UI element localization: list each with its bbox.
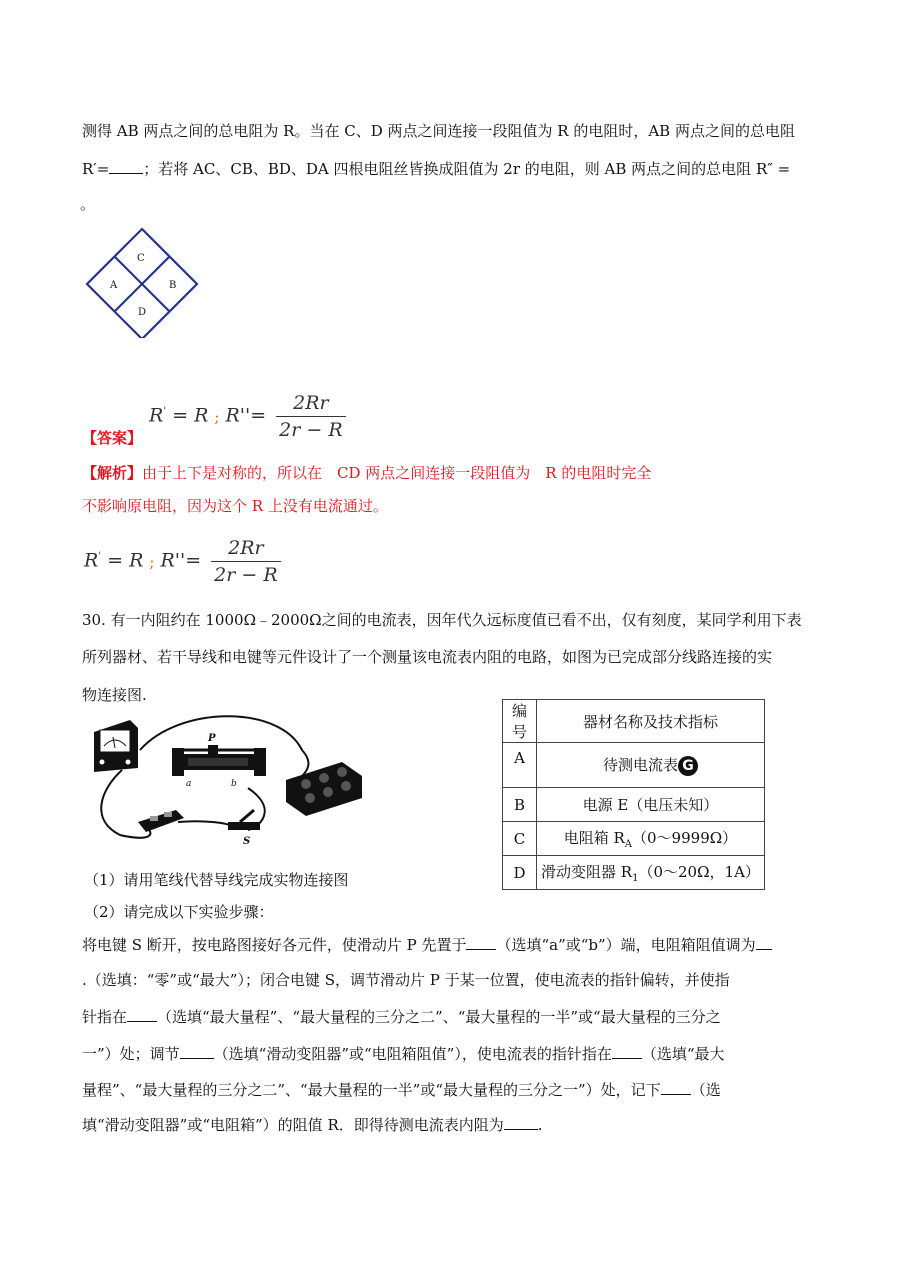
formula-rhs1: = R [172, 404, 209, 427]
node-label-c: C [137, 253, 145, 264]
formula2-lhs1: R [84, 549, 99, 572]
table-row [503, 743, 765, 788]
row-b-name: 电源 E（电压未知） [537, 788, 765, 822]
formula2-lhs2: R''= [160, 549, 202, 572]
step-1: （1）请用笔线代替导线完成实物连接图 [84, 871, 349, 889]
q30-line-1: 30. 有一内阻约在 1000Ω﹣2000Ω之间的电流表，因年代久远标度值已看不出，仅有刻度，某同学利用下表 [82, 611, 802, 629]
answer-blank-6 [612, 1044, 642, 1059]
formula-lhs2: R''= [225, 404, 267, 427]
r-prime-label: R′= [82, 160, 110, 178]
para-line-6 [82, 1115, 543, 1135]
formula2-fraction [211, 537, 280, 586]
para-line-4 [82, 1044, 725, 1064]
para-line-5-a: 量程”、“最大量程的三分之二”、“最大量程的一半”或“最大量程的三分之一”）处，记下 [82, 1081, 661, 1099]
text-line-1: 测得 AB 两点之间的总电阻为 R。当在 C、D 两点之间连接一段阻值为 R 的电阻时，AB 两点之间的总电阻 [82, 122, 795, 140]
formula2-prime1: ' [98, 551, 102, 563]
text-line-3: 。 [80, 195, 96, 213]
q30-line-2: 所列器材、若干导线和电键等元件设计了一个测量该电流表内阻的电路，如图为已完成部分线路连接的实 [82, 648, 773, 666]
node-label-b: B [169, 280, 177, 291]
para-line-1-a: 将电键 S 断开，按电路图接好各元件，使滑动片 P 先置于 [82, 936, 467, 954]
formula2-sep: ; [149, 552, 155, 571]
formula-fraction [276, 392, 345, 441]
equipment-table [502, 699, 765, 890]
row-a-name [537, 743, 765, 788]
galvanometer-icon: G [678, 756, 698, 776]
analysis-text-1: 由于上下是对称的，所以在 CD 两点之间连接一段阻值为 R 的电阻时完全 [142, 464, 652, 482]
formula-sep: ; [214, 407, 220, 426]
para-line-3 [82, 1007, 721, 1027]
row-d-id: D [503, 856, 537, 890]
circuit-figure [80, 710, 365, 850]
answer-blank-8 [504, 1115, 538, 1130]
table-row [503, 788, 765, 822]
label-p: P [208, 733, 216, 744]
step-2: （2）请完成以下实验步骤： [84, 903, 274, 921]
header-id: 编号 [503, 700, 537, 743]
formula-den: 2r − R [279, 419, 343, 441]
formula-analysis [84, 537, 281, 586]
label-s: S [243, 836, 251, 847]
para-line-4-b: （选填“滑动变阻器”或“电阻箱阻值”），使电流表的指针指在 [213, 1045, 612, 1063]
formula-prime1: ' [163, 406, 167, 418]
answer-label: 【答案】 [82, 429, 143, 447]
answer-blank-3 [756, 935, 772, 950]
q30-line-3: 物连接图. [82, 686, 147, 704]
table-row [503, 856, 765, 890]
para-line-1 [82, 935, 772, 955]
answer-blank-4 [127, 1007, 157, 1022]
table-row [503, 822, 765, 856]
formula2-den: 2r − R [214, 564, 278, 586]
label-b: b [231, 779, 237, 789]
answer-blank-7 [661, 1080, 691, 1095]
formula-answer [149, 392, 346, 441]
row-b-id: B [503, 788, 537, 822]
text-line-2 [82, 159, 790, 179]
para-line-4-c: （选填“最大 [641, 1045, 725, 1063]
answer-blank-1 [109, 159, 143, 174]
para-line-3-b: （选填“最大量程”、“最大量程的三分之二”、“最大量程的一半”或“最大量程的三分之 [157, 1008, 721, 1026]
table-header-row [503, 700, 765, 743]
answer-blank-2 [466, 935, 496, 950]
slide-rheostat [172, 733, 266, 789]
analysis-label: 【解析】 [82, 464, 143, 482]
row-a-text: 待测电流表 [602, 756, 678, 774]
node-label-d: D [138, 307, 147, 318]
para-line-5 [82, 1080, 721, 1100]
formula2-num: 2Rr [211, 537, 280, 562]
text-line-2-rest: ；若将 AC、CB、BD、DA 四根电阻丝皆换成阻值为 2r 的电阻，则 AB 两点之间的总电阻 R″ = [143, 160, 791, 178]
diamond-grid-diagram [84, 226, 200, 338]
para-line-4-a: 一”）处；调节 [82, 1045, 180, 1063]
para-line-5-b: （选 [690, 1081, 721, 1099]
row-d-name: 滑动变阻器 $R_1(0\sim 20\Omega$，1A） [537, 856, 765, 890]
row-c-id: C [503, 822, 537, 856]
formula-lhs1: R [149, 404, 164, 427]
para-line-2: .（选填：“零”或“最大”）；闭合电键 S，调节滑动片 P 于某一位置，使电流表的指针偏转，并使指 [82, 971, 730, 989]
formula2-rhs1: = R [107, 549, 144, 572]
galvanometer [94, 720, 138, 772]
analysis-line-2: 不影响原电阻，因为这个 R 上没有电流通过。 [82, 497, 388, 515]
formula-num: 2Rr [276, 392, 345, 417]
resistance-box [286, 762, 362, 816]
header-name: 器材名称及技术指标 [537, 700, 765, 743]
row-c-name: 电阻箱 $R_A(0\sim 9999\Omega)$ [537, 822, 765, 856]
analysis-line-1 [82, 463, 651, 483]
para-line-1-b: （选填“a”或“b”）端，电阻箱阻值调为 [496, 936, 756, 954]
label-a: a [186, 779, 192, 789]
row-a-id: A [503, 743, 537, 788]
para-line-6-a: 填“滑动变阻器”或“电阻箱”）的阻值 R．即得待测电流表内阻为 [82, 1116, 504, 1134]
node-label-a: A [110, 280, 118, 291]
wire-top [140, 716, 308, 788]
para-line-3-a: 针指在 [82, 1008, 128, 1026]
para-line-6-b: . [537, 1116, 543, 1134]
battery [138, 810, 184, 832]
answer-blank-5 [180, 1044, 214, 1059]
switch-s [228, 810, 260, 847]
wire-bottom [178, 821, 235, 828]
